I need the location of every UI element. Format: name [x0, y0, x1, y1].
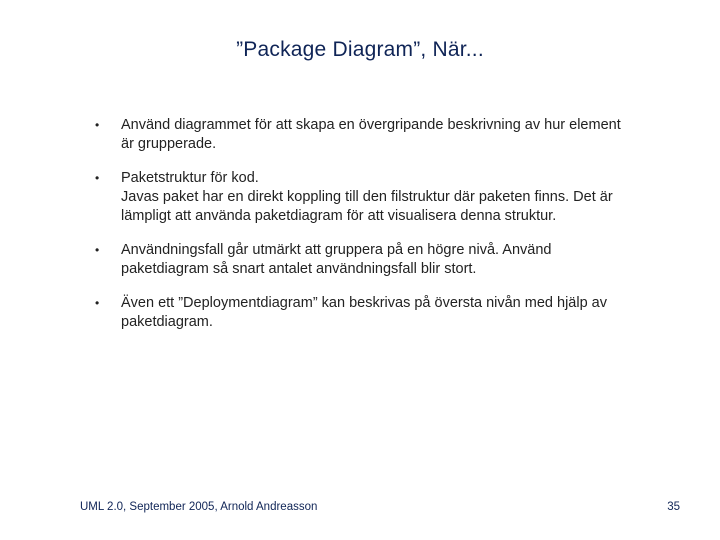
bullet-icon: •: [95, 118, 100, 132]
bullet-line: lämpligt att använda paketdiagram för att visualisera denna struktur.: [121, 208, 557, 224]
slide-title: ”Package Diagram”, När...: [236, 38, 484, 61]
bullet-line: paketdiagram så snart antalet användningsfall blir stort.: [121, 261, 477, 277]
bullet-icon: •: [95, 296, 100, 310]
bullet-line: Paketstruktur för kod.: [121, 170, 259, 186]
bullet-icon: •: [95, 171, 100, 185]
bullet-line: Användningsfall går utmärkt att gruppera på en högre nivå. Använd: [121, 242, 552, 258]
bullet-item: [95, 241, 685, 279]
bullet-icon: •: [95, 243, 100, 257]
bullet-line: paketdiagram.: [121, 314, 213, 330]
bullet-line: Javas paket har en direkt koppling till den filstruktur där paketen finns. Det är: [121, 189, 613, 205]
footer-credit: UML 2.0, September 2005, Arnold Andreasson: [80, 501, 318, 513]
bullet-item: [95, 116, 685, 154]
page-number: 35: [667, 501, 680, 513]
bullet-line: är grupperade.: [121, 136, 217, 152]
bullet-line: Använd diagrammet för att skapa en övergripande beskrivning av hur element: [121, 117, 621, 133]
bullet-list: [95, 116, 685, 347]
bullet-item: [95, 169, 685, 226]
bullet-line: Även ett ”Deploymentdiagram” kan beskrivas på översta nivån med hjälp av: [121, 295, 607, 311]
bullet-item: [95, 294, 685, 332]
